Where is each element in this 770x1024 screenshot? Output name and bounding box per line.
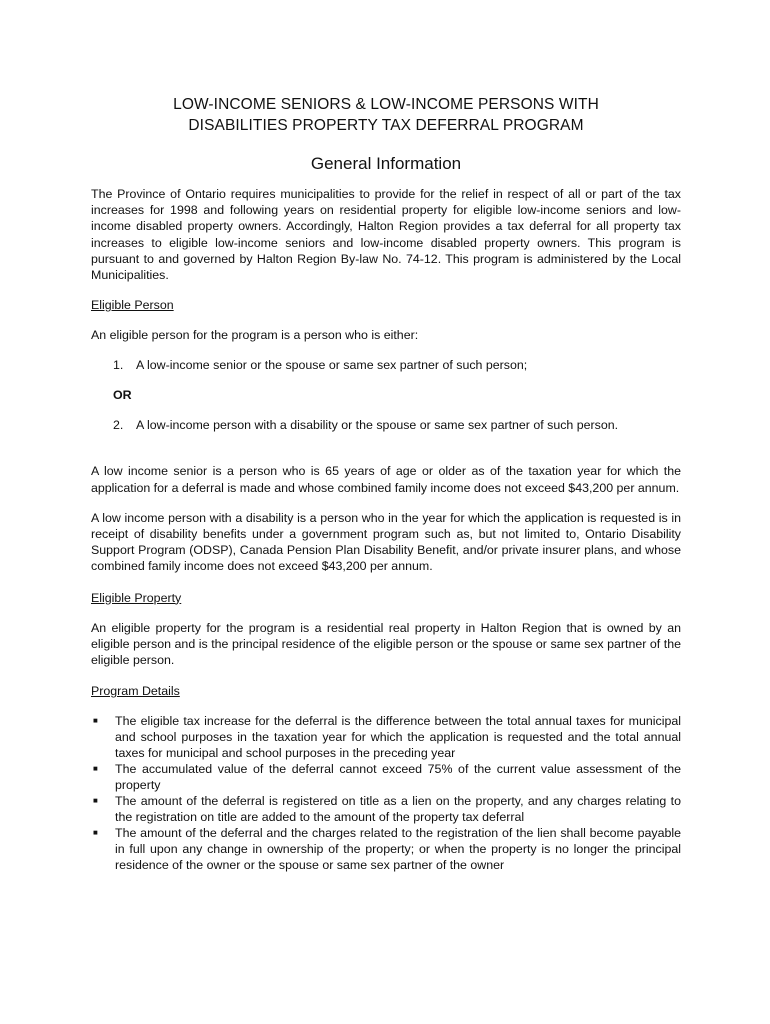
list-item: [91, 825, 681, 873]
eligible-property-heading: Eligible Property: [91, 590, 182, 605]
eligible-person-item-2: [113, 417, 681, 433]
list-item: [91, 713, 681, 761]
bullet-square-icon: ■: [93, 716, 98, 726]
program-details-heading: Program Details: [91, 684, 180, 699]
title-line-2: DISABILITIES PROPERTY TAX DEFERRAL PROGRAM: [188, 117, 584, 134]
item-number: 2.: [113, 418, 124, 433]
document-title: [91, 94, 681, 136]
list-item-text: The amount of the deferral and the charges related to the registration of the lien shall become payable in full upon any change in ownership of the property; or when the property is no longer the principal residence of the owner or the spouse or same sex partner of the owner: [115, 826, 681, 873]
program-details-list: [91, 713, 681, 873]
title-line-1: LOW-INCOME SENIORS & LOW-INCOME PERSONS WITH: [173, 96, 599, 113]
item-text: A low-income person with a disability or the spouse or same sex partner of such person.: [136, 418, 619, 433]
intro-paragraph: The Province of Ontario requires municipalities to provide for the relief in respect of all or part of the tax increases for 1998 and following years on residential property for eligible low-income seniors and low-income disabled property owners. Accordingly, Halton Region provides a tax deferral for all property tax increases to eligible low-income seniors and low-income disabled property owners. This program is pursuant to and governed by Halton Region By-law No. 74-12. This program is administered by the Local Municipalities.: [91, 187, 681, 283]
list-item-text: The accumulated value of the deferral cannot exceed 75% of the current value assessment of the property: [115, 762, 681, 793]
item-number: 1.: [113, 358, 124, 373]
list-item: [91, 793, 681, 825]
low-income-senior-definition: A low income senior is a person who is 65 years of age or older as of the taxation year for which the application for a deferral is made and whose combined family income does not exceed $43,200 per annum.: [91, 464, 681, 495]
eligible-property-paragraph: An eligible property for the program is a residential real property in Halton Region that is owned by an eligible person and is the principal residence of the eligible person or the spouse or same sex partner of the eligible person.: [91, 620, 681, 668]
bullet-square-icon: ■: [93, 796, 98, 806]
eligible-person-item-1: [113, 357, 681, 373]
or-separator: OR: [113, 388, 132, 403]
list-item-text: The amount of the deferral is registered on title as a lien on the property, and any charges relating to the registration on title are added to the amount of the property tax deferral: [115, 794, 681, 825]
bullet-square-icon: ■: [93, 828, 98, 838]
document-subtitle: General Information: [310, 154, 462, 173]
list-item: [91, 761, 681, 793]
item-text: A low-income senior or the spouse or same sex partner of such person;: [136, 358, 528, 373]
low-income-disability-definition: A low income person with a disability is a person who in the year for which the application is requested is in receipt of disability benefits under a government program such as, but not limited to, Ontario Disability Support Program (ODSP), Canada Pension Plan Disability Benefit, and/or private insurer plans, and whose combined family income does not exceed $43,200 per annum.: [91, 510, 681, 574]
eligible-person-lead: An eligible person for the program is a person who is either:: [91, 328, 419, 343]
bullet-square-icon: ■: [93, 764, 98, 774]
list-item-text: The eligible tax increase for the deferral is the difference between the total annual taxes for municipal and school purposes in the taxation year for which the application is requested and the total annual taxes for municipal and school purposes in the preceding year: [115, 714, 681, 761]
eligible-person-heading: Eligible Person: [91, 298, 174, 313]
